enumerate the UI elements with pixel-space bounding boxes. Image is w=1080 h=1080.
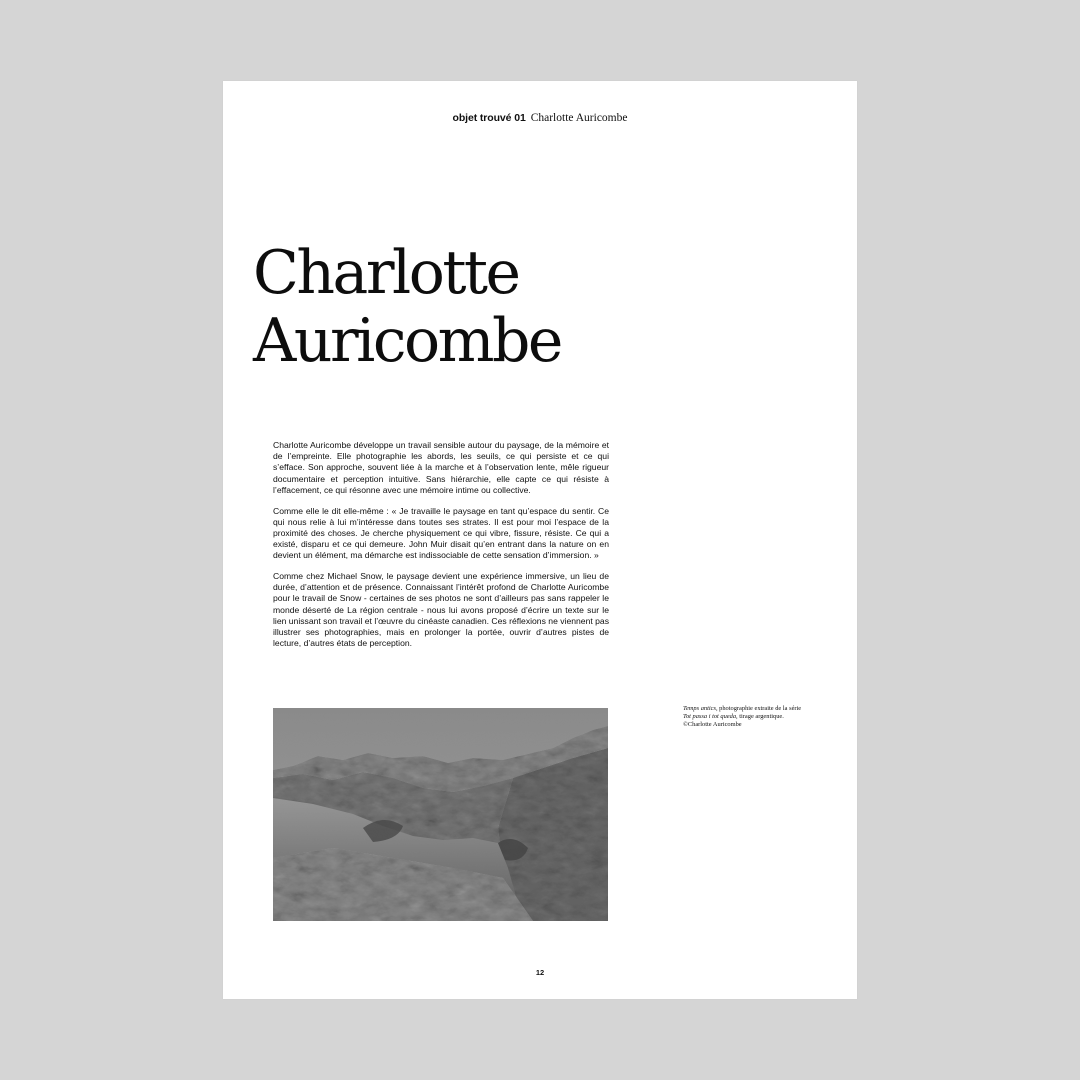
- rock-landscape-image: [273, 708, 608, 921]
- paragraph: Charlotte Auricombe développe un travail sensible autour du paysage, de la mémoire et de l’empreinte. Elle photographie les abords, les seuils, ce qui persiste et ce qui s’efface. Son approche, souvent liée à la marche et à l’observation lente, mêle rigueur documentaire et perception intuitive. Sans hiérarchie, elle capte ce qui résiste à l’effacement, ce qui résonne avec une mémoire intime ou collective.: [273, 440, 609, 495]
- series-label: objet trouvé 01: [452, 112, 526, 124]
- article-body: [273, 440, 609, 659]
- caption-credit: ©Charlotte Auricombe: [683, 721, 742, 728]
- landscape-photograph: [273, 708, 608, 921]
- caption-work-title: Temps antics: [683, 705, 716, 712]
- article-title: [253, 239, 813, 375]
- header-author: Charlotte Auricombe: [530, 112, 628, 124]
- title-line-2: Auricombe: [253, 306, 561, 376]
- title-line-1: Charlotte: [253, 238, 519, 308]
- photo-caption: [683, 705, 843, 729]
- paragraph: Comme elle le dit elle-même : « Je travaille le paysage en tant qu’espace du sentir. Ce qui nous relie à lui m’intéresse dans toutes ses strates. Il est pour moi l’espace de la proximité des choses. Je cherche physiquement ce qui vibre, fissure, résiste. Ce qui a existé, disparu et ce qui demeure. John Muir disait qu’en entrant dans la nature on en devient un élément, ma démarche est indissociable de cette sensation d’immersion. »: [273, 505, 609, 561]
- paragraph: Comme chez Michael Snow, le paysage devient une expérience immersive, un lieu de durée, d’attention et de présence. Connaissant l’intérêt profond de Charlotte Auricombe pour le travail de Snow - certaines de ses photos ne sont d’ailleurs pas sans rappeler le monde déserté de La région centrale - nous lui avons proposé d’écrire un texte sur le lien unissant son travail et l’œuvre du cinéaste canadien. Ces réflexions ne viennent pas illustrer ses photographies, mais en prolonger la portée, ouvrir d’autres pistes de lecture, d’autres états de perception.: [273, 571, 609, 649]
- running-header: [223, 112, 857, 124]
- page-number: 12: [535, 968, 545, 977]
- caption-text-1: , photographie extraite de la série: [715, 705, 802, 712]
- caption-text-2: , tirage argentique.: [736, 713, 784, 720]
- caption-series-title: Tot passa i tot queda: [683, 713, 737, 720]
- magazine-page: [223, 81, 857, 999]
